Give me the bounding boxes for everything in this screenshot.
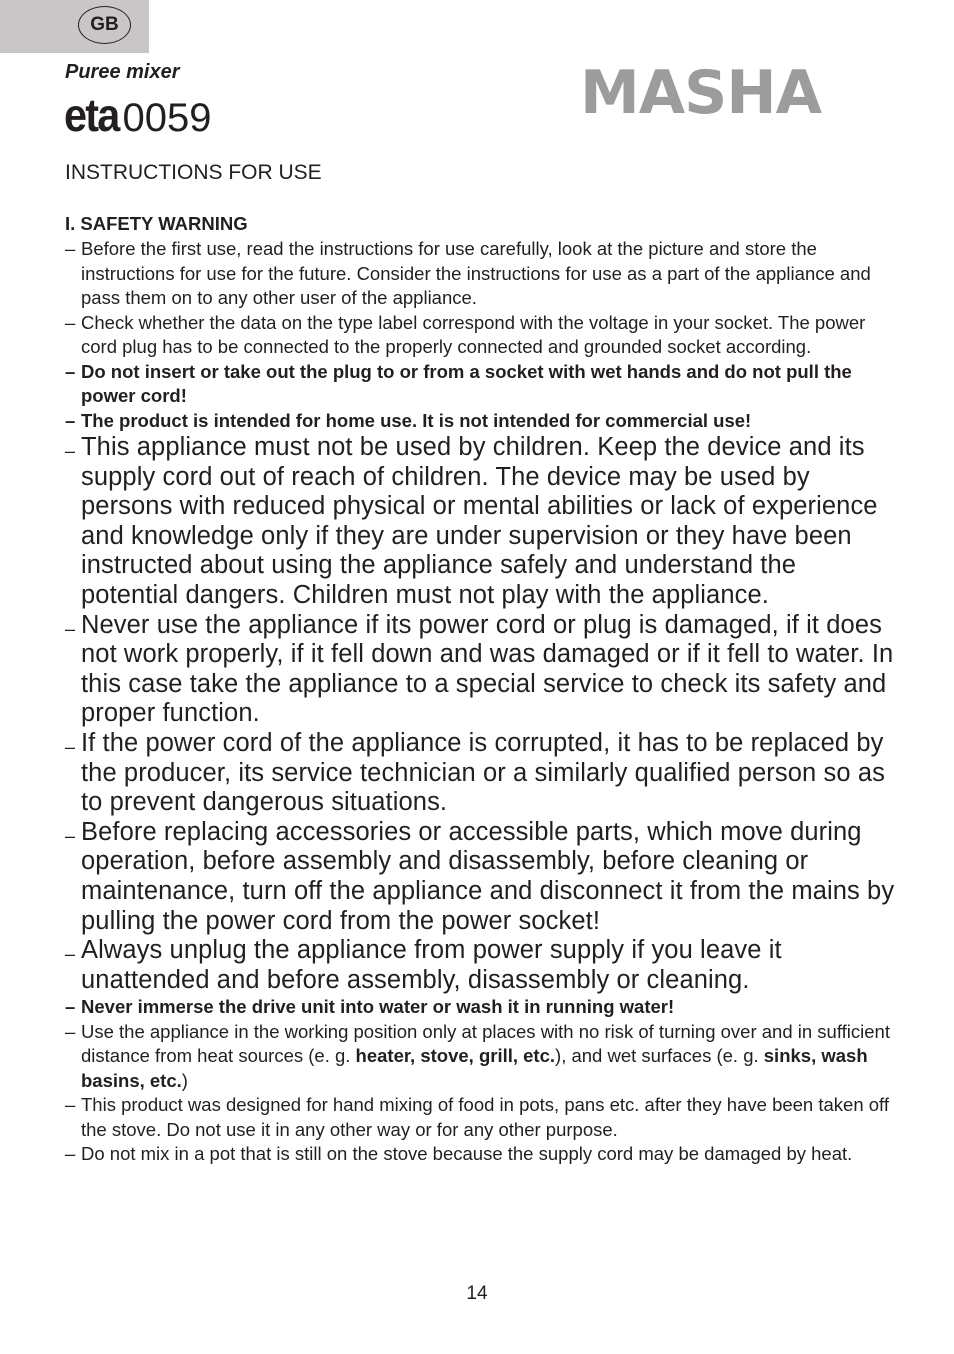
- dash-bullet: –: [65, 736, 76, 757]
- item-text: The product is intended for home use. It is not intended for commercial use!: [81, 409, 752, 431]
- list-item: [65, 1142, 895, 1167]
- list-item: [65, 611, 895, 729]
- dash-bullet: –: [65, 311, 76, 333]
- item-text: Before replacing accessories or accessible parts, which move during operation, before assembly and disassembly, before cleaning or maintenance, turn off the appliance and disconnect it from the mains by pulling the power cord from the power socket!: [81, 817, 895, 935]
- dash-bullet: –: [65, 360, 76, 382]
- page-number: 14: [466, 1283, 488, 1304]
- dash-bullet: –: [65, 618, 76, 639]
- item-text: Check whether the data on the type label correspond with the voltage in your socket. The power cord plug has to be connected to the properly connected and grounded socket according.: [81, 311, 866, 357]
- dash-bullet: –: [65, 1143, 76, 1165]
- item-text: Never use the appliance if its power cord or plug is damaged, if it does not work properly, if it fell down and was damaged or if it fell to water. In this case take the appliance to a special service to check its safety and proper function.: [81, 610, 894, 728]
- list-item: [65, 936, 895, 995]
- item-text-part: ), and wet surfaces (e. g.: [555, 1045, 764, 1067]
- section-heading: I. SAFETY WARNING: [65, 213, 248, 234]
- item-text: Always unplug the appliance from power supply if you leave it unattended and before assembly, disassembly or cleaning.: [81, 936, 782, 994]
- list-item: [65, 729, 895, 818]
- product-type: Puree mixer: [65, 61, 180, 83]
- language-badge: GB: [78, 6, 131, 44]
- dash-bullet: –: [65, 1020, 76, 1042]
- item-text: Before the first use, read the instructions for use carefully, look at the picture and store the instructions for use for the future. Consider the instructions for use as a part of the appliance and pass them on to any other user of the appliance.: [81, 238, 871, 308]
- document-title: INSTRUCTIONS FOR USE: [65, 161, 322, 184]
- model-number: 0059: [122, 96, 212, 140]
- item-text: If the power cord of the appliance is corrupted, it has to be replaced by the producer, its service technician or a similarly qualified person so as to prevent dangerous situations.: [81, 728, 885, 817]
- item-text-emphasis: sinks, wash basins, etc.: [81, 1045, 868, 1091]
- list-item: [65, 409, 895, 434]
- language-tab: [0, 0, 149, 53]
- item-text-part: Use the appliance in the working position only at places with no risk of turning over and in sufficient distance from heat sources (e. g.: [81, 1020, 890, 1067]
- dash-bullet: –: [65, 1094, 76, 1116]
- item-text-part: ): [181, 1069, 188, 1091]
- dash-bullet: –: [65, 944, 76, 965]
- list-item: [65, 818, 895, 936]
- item-text: Do not insert or take out the plug to or from a socket with wet hands and do not pull the power cord!: [81, 360, 852, 406]
- list-item: [65, 237, 895, 311]
- brand-logo: eta: [64, 89, 119, 141]
- list-item: [65, 433, 895, 611]
- list-item: [65, 360, 895, 409]
- list-item: [65, 311, 895, 360]
- item-text: Do not mix in a pot that is still on the stove because the supply cord may be damaged by heat.: [81, 1143, 853, 1165]
- dash-bullet: –: [65, 238, 76, 259]
- item-text: This appliance must not be used by children. Keep the device and its supply cord out of reach of children. The device may be used by persons with reduced physical or mental abilities or lack of experience and knowledge only if they are under supervision or they have been instructed about using the appliance safely and understand the potential dangers. Children must not play with the appliance.: [81, 433, 878, 609]
- item-text: This product was designed for hand mixing of food in pots, pans etc. after they have been taken off the stove. Do not use it in any other way or for any other purpose.: [81, 1094, 889, 1140]
- item-text: Never immerse the drive unit into water or wash it in running water!: [81, 996, 675, 1018]
- safety-warning-section: [65, 212, 895, 1167]
- model-heading: [64, 88, 211, 142]
- dash-bullet: –: [65, 441, 76, 461]
- list-item: [65, 1093, 895, 1142]
- list-item: [65, 995, 895, 1020]
- dash-bullet: –: [65, 825, 76, 846]
- dash-bullet: –: [65, 409, 76, 431]
- item-text-emphasis: heater, stove, grill, etc.: [355, 1045, 556, 1067]
- list-item: [65, 1020, 895, 1094]
- product-name: MASHA: [580, 58, 822, 128]
- dash-bullet: –: [65, 996, 76, 1018]
